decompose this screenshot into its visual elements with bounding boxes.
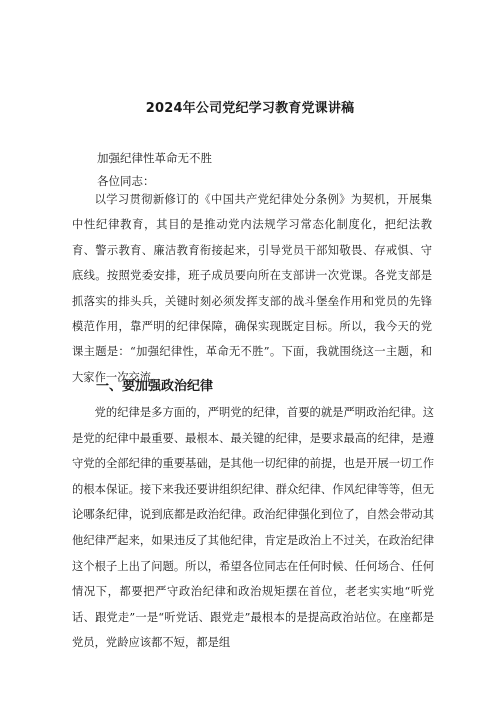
document-subtitle: 加强纪律性革命无不胜 xyxy=(97,151,212,165)
paragraph-intro: 以学习贯彻新修订的《中国共产党纪律处分条例》为契机，开展集中性纪律教育，其目的是推动党内法规学习常态化制度化，把纪法教育、警示教育、廉洁教育衔接起来，引导党员干部知敬畏、存戒惧、守底线。按照党委安排，班子成员要向所在支部讲一次党课。各党支部是抓落实的排头兵，关键时刻必须发挥支部的战斗堡垒作用和党员的先锋模范作用，靠严明的纪律保障，确保实现既定目标。所以，我今天的党课主题是：“加强纪律性，革命无不胜”。下面，我就围绕这一主题，和大家作一次交流。 xyxy=(72,193,432,384)
paragraph-political-discipline: 党的纪律是多方面的，严明党的纪律，首要的就是严明政治纪律。这是党的纪律中最重要、最根本、最关键的纪律，是要求最高的纪律，是遵守党的全部纪律的重要基础，是其他一切纪律的前提，也是开展一切工作的根本保证。接下来我还要讲组织纪律、群众纪律、作风纪律等等，但无论哪条纪律，说到底都是政治纪律。政治纪律强化到位了，自然会带动其他纪律严起来，如果违反了其他纪律，肯定是政治上不过关，在政治纪律这个根子上出了问题。所以，希望各位同志在任何时候、任何场合、任何情况下，都要把严守政治纪律和政治规矩摆在首位，老老实实地“听党话、跟党走”一是“听党话、跟党走”最根本的是提高政治站位。在座都是党员，党龄应该都不短，都是组 xyxy=(72,406,434,650)
document-title: 2024年公司党纪学习教育党课讲稿 xyxy=(145,101,355,116)
greeting: 各位同志： xyxy=(97,174,155,188)
section-heading: 一、要加强政治纪律 xyxy=(96,379,214,394)
